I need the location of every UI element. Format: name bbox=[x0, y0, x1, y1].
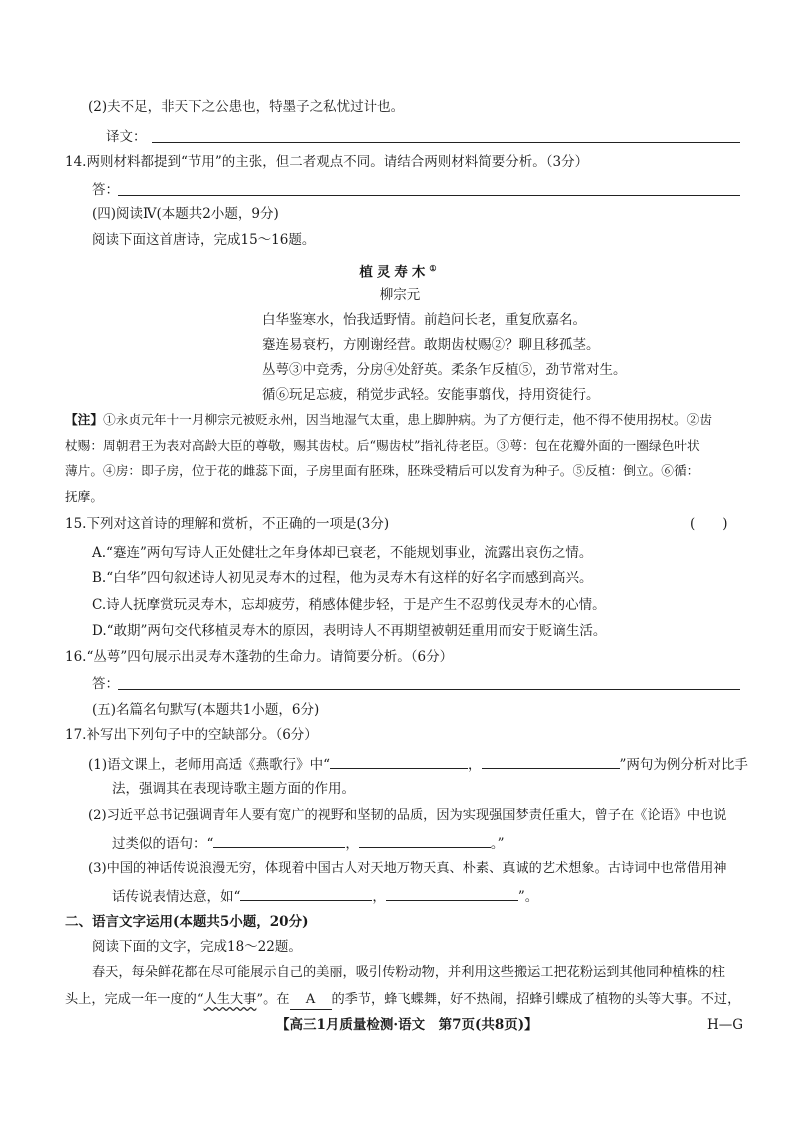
q17-3-cont: 话传说表情达意，如“ ， ”。 bbox=[112, 886, 538, 906]
passage-line: 春天，每朵鲜花都在尽可能展示自己的美丽，吸引传粉动物，并利用这些搬运工把花粉运到其他同种植株的柱 bbox=[92, 965, 725, 980]
section4-heading: (四)阅读Ⅳ(本题共2小题，9分) bbox=[92, 206, 279, 222]
q17-text: 17.补写出下列句子中的空缺部分。（6分） bbox=[65, 727, 318, 743]
footer-page-info: 【高三1月质量检测·语文 第7页(共8页)】 bbox=[276, 1017, 538, 1033]
poem-line: 蹇连易衰朽，方刚谢经营。敢期齿杖赐②？聊且移孤茎。 bbox=[262, 337, 600, 353]
q15-option-a: A.“蹇连”两句写诗人正处健壮之年身体却已衰老，不能规划事业，流露出哀伤之情。 bbox=[92, 545, 593, 561]
q17-1: (1)语文课上，老师用高适《燕歌行》中“ ， ”两句为例分析对比手 bbox=[88, 754, 748, 774]
q16-answer-line[interactable] bbox=[118, 689, 740, 690]
blank-a: A bbox=[290, 991, 332, 1010]
q17-1-cont: 法，强调其在表现诗歌主题方面的作用。 bbox=[112, 781, 355, 797]
q13-2-answer-line[interactable] bbox=[152, 142, 740, 143]
q16-text: 16.“丛萼”四句展示出灵寿木蓬勃的生命力。请简要分析。（6分） bbox=[65, 649, 454, 665]
q17-3-blank-2[interactable] bbox=[386, 886, 518, 901]
q17-3-blank-1[interactable] bbox=[240, 886, 372, 901]
section5-heading: (五)名篇名句默写(本题共1小题，6分) bbox=[92, 702, 320, 718]
note-line: 抚摩。 bbox=[65, 489, 104, 504]
wavy-underlined-phrase: 人生大事 bbox=[203, 992, 257, 1007]
part2-intro: 阅读下面的文字，完成18～22题。 bbox=[92, 939, 302, 955]
passage-line: 头上，完成一年一度的“人生大事”。在 A 的季节，蜂飞蝶舞，好不热闹，招蜂引蝶成了植物的头等大事。不过， bbox=[65, 991, 740, 1010]
q17-1-blank-2[interactable] bbox=[482, 754, 620, 769]
q13-2-text: (2)夫不足，非天下之公患也，特墨子之私忧过计也。 bbox=[88, 99, 405, 115]
q17-2-blank-1[interactable] bbox=[213, 833, 345, 848]
section4-intro: 阅读下面这首唐诗，完成15～16题。 bbox=[92, 232, 316, 248]
poem-line: 丛萼③中竞秀，分房④处舒英。柔条乍反植⑤，劲节常对生。 bbox=[262, 362, 627, 378]
poem-line: 白华鉴寒水，怡我适野情。前趋问长老，重复欣嘉名。 bbox=[262, 312, 586, 328]
q15-option-b: B.“白华”四句叙述诗人初见灵寿木的过程，他为灵寿木有这样的好名字而感到高兴。 bbox=[92, 570, 593, 586]
q14-answer-label: 答： bbox=[92, 182, 119, 198]
q17-3: (3)中国的神话传说浪漫无穷，体现着中国古人对天地万物天真、朴素、真诚的艺术想象。古诗词中也常借用神 bbox=[88, 861, 727, 876]
q15-option-d: D.“敢期”两句交代移植灵寿木的原因，表明诗人不再期望被朝廷重用而安于贬谪生活。 bbox=[92, 623, 607, 639]
note-line: 【注】①永贞元年十一月柳宗元被贬永州，因当地湿气太重，患上脚肿病。为了方便行走，他不得不使用拐杖。②齿 bbox=[65, 412, 713, 427]
q17-2: (2)习近平总书记强调青年人要有宽广的视野和坚韧的品质，因为实现强国梦责任重大，曾子在《论语》中也说 bbox=[88, 808, 727, 823]
q17-2-blank-2[interactable] bbox=[359, 833, 491, 848]
q13-2-answer-label: 译文： bbox=[106, 129, 147, 145]
q17-2-cont: 过类似的语句：“ ， 。” bbox=[112, 833, 505, 853]
poem-title: 植灵寿木① bbox=[359, 263, 441, 281]
part2-heading: 二、语言文字运用(本题共5小题，20分) bbox=[65, 914, 309, 930]
poem-title-note: ① bbox=[429, 263, 441, 273]
q15-text: 15.下列对这首诗的理解和赏析，不正确的一项是(3分) bbox=[65, 516, 390, 532]
q15-answer-bracket[interactable]: ( ) bbox=[690, 516, 728, 532]
q16-answer-label: 答： bbox=[92, 676, 119, 692]
q17-1-blank-1[interactable] bbox=[330, 754, 468, 769]
footer-code: H—G bbox=[707, 1017, 744, 1033]
note-line: 杖赐：周朝君王为表对高龄大臣的尊敬，赐其齿杖。后“赐齿杖”指礼待老臣。③萼：包在花瓣外面的一圈绿色叶状 bbox=[65, 438, 700, 453]
q15-option-c: C.诗人抚摩赏玩灵寿木，忘却疲劳，稍感体健步轻，于是产生不忍剪伐灵寿木的心情。 bbox=[92, 597, 606, 613]
q14-answer-line[interactable] bbox=[118, 195, 740, 196]
q14-text: 14.两则材料都提到“节用”的主张，但二者观点不同。请结合两则材料简要分析。（3分） bbox=[65, 154, 589, 170]
notes-label: 【注】 bbox=[65, 412, 104, 427]
note-line: 薄片。④房：即子房，位于花的雌蕊下面，子房里面有胚珠，胚珠受精后可以发育为种子。⑤反植：倒立。⑥循： bbox=[65, 463, 700, 478]
poem-author: 柳宗元 bbox=[379, 287, 421, 303]
poem-line: 循⑥玩足忘疲，稍觉步武轻。安能事翦伐，持用资徒行。 bbox=[262, 387, 600, 403]
